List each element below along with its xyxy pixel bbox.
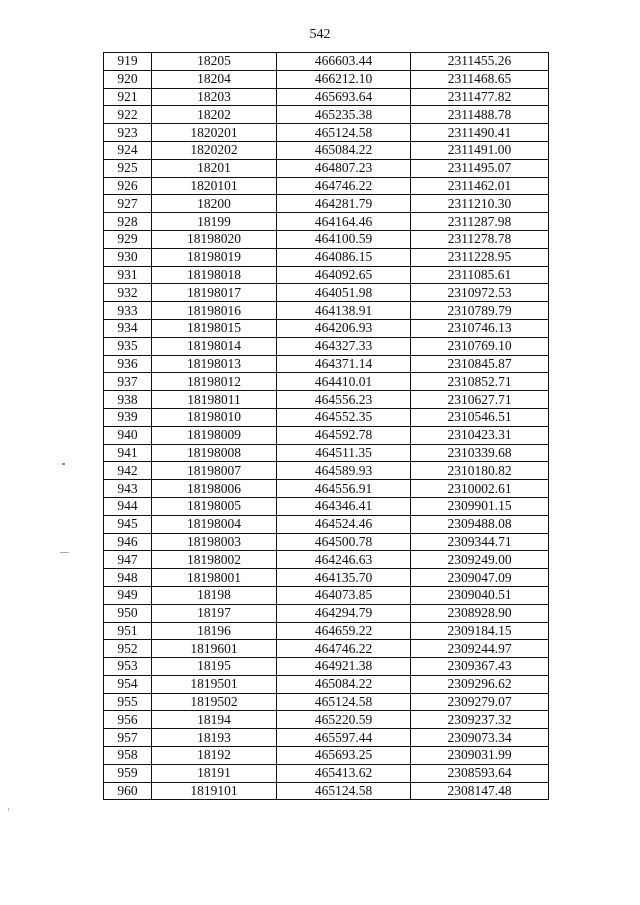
- point-id-cell: 1820202: [152, 141, 277, 159]
- y-coordinate-cell: 2309367.43: [411, 658, 549, 676]
- scan-speck: [62, 463, 65, 465]
- y-coordinate-cell: 2311455.26: [411, 53, 549, 71]
- x-coordinate-cell: 464556.23: [277, 391, 411, 409]
- row-number-cell: 920: [104, 70, 152, 88]
- coordinates-table-body: [104, 53, 549, 800]
- table-row: [104, 159, 549, 177]
- point-id-cell: 18202: [152, 106, 277, 124]
- y-coordinate-cell: 2308147.48: [411, 782, 549, 800]
- row-number-cell: 956: [104, 711, 152, 729]
- x-coordinate-cell: 464092.65: [277, 266, 411, 284]
- row-number-cell: 932: [104, 284, 152, 302]
- x-coordinate-cell: 464524.46: [277, 515, 411, 533]
- x-coordinate-cell: 464073.85: [277, 586, 411, 604]
- row-number-cell: 953: [104, 658, 152, 676]
- point-id-cell: 18198016: [152, 302, 277, 320]
- x-coordinate-cell: 464281.79: [277, 195, 411, 213]
- table-row: [104, 70, 549, 88]
- y-coordinate-cell: 2311488.78: [411, 106, 549, 124]
- y-coordinate-cell: 2309488.08: [411, 515, 549, 533]
- point-id-cell: 18198: [152, 586, 277, 604]
- y-coordinate-cell: 2311228.95: [411, 248, 549, 266]
- point-id-cell: 18200: [152, 195, 277, 213]
- table-row: [104, 213, 549, 231]
- x-coordinate-cell: 464556.91: [277, 480, 411, 498]
- row-number-cell: 947: [104, 551, 152, 569]
- table-row: [104, 177, 549, 195]
- x-coordinate-cell: 465597.44: [277, 729, 411, 747]
- y-coordinate-cell: 2309237.32: [411, 711, 549, 729]
- table-row: [104, 426, 549, 444]
- y-coordinate-cell: 2308928.90: [411, 604, 549, 622]
- row-number-cell: 937: [104, 373, 152, 391]
- y-coordinate-cell: 2309184.15: [411, 622, 549, 640]
- x-coordinate-cell: 464410.01: [277, 373, 411, 391]
- table-row: [104, 658, 549, 676]
- row-number-cell: 931: [104, 266, 152, 284]
- y-coordinate-cell: 2309296.62: [411, 675, 549, 693]
- point-id-cell: 18204: [152, 70, 277, 88]
- row-number-cell: 951: [104, 622, 152, 640]
- y-coordinate-cell: 2311468.65: [411, 70, 549, 88]
- row-number-cell: 934: [104, 319, 152, 337]
- x-coordinate-cell: 466212.10: [277, 70, 411, 88]
- point-id-cell: 18198002: [152, 551, 277, 569]
- y-coordinate-cell: 2309073.34: [411, 729, 549, 747]
- table-row: [104, 533, 549, 551]
- point-id-cell: 18205: [152, 53, 277, 71]
- point-id-cell: 1820101: [152, 177, 277, 195]
- coordinates-table: [103, 52, 549, 800]
- row-number-cell: 928: [104, 213, 152, 231]
- scan-speck: [8, 808, 9, 811]
- y-coordinate-cell: 2311085.61: [411, 266, 549, 284]
- table-row: [104, 248, 549, 266]
- y-coordinate-cell: 2310845.87: [411, 355, 549, 373]
- x-coordinate-cell: 464164.46: [277, 213, 411, 231]
- x-coordinate-cell: 465413.62: [277, 764, 411, 782]
- table-row: [104, 195, 549, 213]
- row-number-cell: 924: [104, 141, 152, 159]
- point-id-cell: 18198010: [152, 408, 277, 426]
- point-id-cell: 18201: [152, 159, 277, 177]
- x-coordinate-cell: 464246.63: [277, 551, 411, 569]
- row-number-cell: 922: [104, 106, 152, 124]
- row-number-cell: 945: [104, 515, 152, 533]
- x-coordinate-cell: 464589.93: [277, 462, 411, 480]
- row-number-cell: 942: [104, 462, 152, 480]
- point-id-cell: 18198014: [152, 337, 277, 355]
- point-id-cell: 18198019: [152, 248, 277, 266]
- table-row: [104, 444, 549, 462]
- table-row: [104, 319, 549, 337]
- point-id-cell: 18198008: [152, 444, 277, 462]
- x-coordinate-cell: 464346.41: [277, 497, 411, 515]
- table-row: [104, 764, 549, 782]
- x-coordinate-cell: 465124.58: [277, 124, 411, 142]
- x-coordinate-cell: 464500.78: [277, 533, 411, 551]
- row-number-cell: 950: [104, 604, 152, 622]
- table-row: [104, 675, 549, 693]
- y-coordinate-cell: 2310789.79: [411, 302, 549, 320]
- x-coordinate-cell: 464294.79: [277, 604, 411, 622]
- scan-speck: [60, 552, 69, 553]
- point-id-cell: 18198018: [152, 266, 277, 284]
- y-coordinate-cell: 2309031.99: [411, 747, 549, 765]
- row-number-cell: 927: [104, 195, 152, 213]
- row-number-cell: 957: [104, 729, 152, 747]
- y-coordinate-cell: 2310746.13: [411, 319, 549, 337]
- point-id-cell: 1819601: [152, 640, 277, 658]
- row-number-cell: 930: [104, 248, 152, 266]
- y-coordinate-cell: 2311278.78: [411, 230, 549, 248]
- y-coordinate-cell: 2310423.31: [411, 426, 549, 444]
- x-coordinate-cell: 464086.15: [277, 248, 411, 266]
- row-number-cell: 943: [104, 480, 152, 498]
- table-row: [104, 391, 549, 409]
- x-coordinate-cell: 464746.22: [277, 177, 411, 195]
- point-id-cell: 18198011: [152, 391, 277, 409]
- x-coordinate-cell: 466603.44: [277, 53, 411, 71]
- y-coordinate-cell: 2309040.51: [411, 586, 549, 604]
- x-coordinate-cell: 464135.70: [277, 569, 411, 587]
- y-coordinate-cell: 2309344.71: [411, 533, 549, 551]
- y-coordinate-cell: 2309249.00: [411, 551, 549, 569]
- point-id-cell: 18196: [152, 622, 277, 640]
- x-coordinate-cell: 465084.22: [277, 675, 411, 693]
- table-row: [104, 497, 549, 515]
- point-id-cell: 18197: [152, 604, 277, 622]
- row-number-cell: 919: [104, 53, 152, 71]
- row-number-cell: 958: [104, 747, 152, 765]
- y-coordinate-cell: 2310627.71: [411, 391, 549, 409]
- y-coordinate-cell: 2309047.09: [411, 569, 549, 587]
- point-id-cell: 18198003: [152, 533, 277, 551]
- point-id-cell: 18198007: [152, 462, 277, 480]
- table-row: [104, 693, 549, 711]
- point-id-cell: 18198004: [152, 515, 277, 533]
- y-coordinate-cell: 2309279.07: [411, 693, 549, 711]
- x-coordinate-cell: 464511.35: [277, 444, 411, 462]
- point-id-cell: 1819101: [152, 782, 277, 800]
- point-id-cell: 18203: [152, 88, 277, 106]
- point-id-cell: 1820201: [152, 124, 277, 142]
- y-coordinate-cell: 2310180.82: [411, 462, 549, 480]
- table-row: [104, 711, 549, 729]
- x-coordinate-cell: 465124.58: [277, 782, 411, 800]
- row-number-cell: 933: [104, 302, 152, 320]
- x-coordinate-cell: 465235.38: [277, 106, 411, 124]
- row-number-cell: 954: [104, 675, 152, 693]
- row-number-cell: 960: [104, 782, 152, 800]
- point-id-cell: 1819502: [152, 693, 277, 711]
- row-number-cell: 941: [104, 444, 152, 462]
- row-number-cell: 925: [104, 159, 152, 177]
- table-row: [104, 729, 549, 747]
- row-number-cell: 955: [104, 693, 152, 711]
- x-coordinate-cell: 464746.22: [277, 640, 411, 658]
- y-coordinate-cell: 2310972.53: [411, 284, 549, 302]
- table-row: [104, 408, 549, 426]
- table-row: [104, 124, 549, 142]
- row-number-cell: 948: [104, 569, 152, 587]
- point-id-cell: 1819501: [152, 675, 277, 693]
- y-coordinate-cell: 2310769.10: [411, 337, 549, 355]
- point-id-cell: 18193: [152, 729, 277, 747]
- table-row: [104, 782, 549, 800]
- table-row: [104, 141, 549, 159]
- row-number-cell: 939: [104, 408, 152, 426]
- point-id-cell: 18198013: [152, 355, 277, 373]
- table-row: [104, 640, 549, 658]
- table-row: [104, 551, 549, 569]
- point-id-cell: 18198012: [152, 373, 277, 391]
- table-row: [104, 355, 549, 373]
- table-row: [104, 53, 549, 71]
- point-id-cell: 18195: [152, 658, 277, 676]
- row-number-cell: 952: [104, 640, 152, 658]
- y-coordinate-cell: 2310339.68: [411, 444, 549, 462]
- table-row: [104, 462, 549, 480]
- y-coordinate-cell: 2310002.61: [411, 480, 549, 498]
- table-row: [104, 266, 549, 284]
- point-id-cell: 18199: [152, 213, 277, 231]
- table-row: [104, 373, 549, 391]
- row-number-cell: 923: [104, 124, 152, 142]
- x-coordinate-cell: 464807.23: [277, 159, 411, 177]
- point-id-cell: 18198017: [152, 284, 277, 302]
- table-row: [104, 747, 549, 765]
- table-row: [104, 337, 549, 355]
- x-coordinate-cell: 464659.22: [277, 622, 411, 640]
- x-coordinate-cell: 464051.98: [277, 284, 411, 302]
- y-coordinate-cell: 2310546.51: [411, 408, 549, 426]
- table-row: [104, 515, 549, 533]
- y-coordinate-cell: 2308593.64: [411, 764, 549, 782]
- table-row: [104, 480, 549, 498]
- y-coordinate-cell: 2309244.97: [411, 640, 549, 658]
- x-coordinate-cell: 464138.91: [277, 302, 411, 320]
- table-row: [104, 586, 549, 604]
- table-row: [104, 88, 549, 106]
- point-id-cell: 18198015: [152, 319, 277, 337]
- row-number-cell: 935: [104, 337, 152, 355]
- x-coordinate-cell: 465693.64: [277, 88, 411, 106]
- row-number-cell: 926: [104, 177, 152, 195]
- point-id-cell: 18198009: [152, 426, 277, 444]
- point-id-cell: 18198020: [152, 230, 277, 248]
- x-coordinate-cell: 464921.38: [277, 658, 411, 676]
- row-number-cell: 940: [104, 426, 152, 444]
- row-number-cell: 929: [104, 230, 152, 248]
- y-coordinate-cell: 2311495.07: [411, 159, 549, 177]
- y-coordinate-cell: 2311491.00: [411, 141, 549, 159]
- y-coordinate-cell: 2311462.01: [411, 177, 549, 195]
- point-id-cell: 18198005: [152, 497, 277, 515]
- table-row: [104, 622, 549, 640]
- point-id-cell: 18192: [152, 747, 277, 765]
- row-number-cell: 938: [104, 391, 152, 409]
- point-id-cell: 18191: [152, 764, 277, 782]
- x-coordinate-cell: 464100.59: [277, 230, 411, 248]
- table-row: [104, 230, 549, 248]
- row-number-cell: 949: [104, 586, 152, 604]
- x-coordinate-cell: 465693.25: [277, 747, 411, 765]
- x-coordinate-cell: 465084.22: [277, 141, 411, 159]
- table-row: [104, 604, 549, 622]
- row-number-cell: 946: [104, 533, 152, 551]
- row-number-cell: 921: [104, 88, 152, 106]
- x-coordinate-cell: 465220.59: [277, 711, 411, 729]
- x-coordinate-cell: 464206.93: [277, 319, 411, 337]
- y-coordinate-cell: 2311210.30: [411, 195, 549, 213]
- x-coordinate-cell: 464371.14: [277, 355, 411, 373]
- y-coordinate-cell: 2311477.82: [411, 88, 549, 106]
- point-id-cell: 18194: [152, 711, 277, 729]
- x-coordinate-cell: 464592.78: [277, 426, 411, 444]
- x-coordinate-cell: 464552.35: [277, 408, 411, 426]
- x-coordinate-cell: 464327.33: [277, 337, 411, 355]
- table-row: [104, 284, 549, 302]
- row-number-cell: 959: [104, 764, 152, 782]
- page-number: 542: [309, 27, 331, 42]
- point-id-cell: 18198006: [152, 480, 277, 498]
- y-coordinate-cell: 2309901.15: [411, 497, 549, 515]
- y-coordinate-cell: 2310852.71: [411, 373, 549, 391]
- table-row: [104, 569, 549, 587]
- row-number-cell: 936: [104, 355, 152, 373]
- table-row: [104, 302, 549, 320]
- x-coordinate-cell: 465124.58: [277, 693, 411, 711]
- y-coordinate-cell: 2311490.41: [411, 124, 549, 142]
- table-row: [104, 106, 549, 124]
- point-id-cell: 18198001: [152, 569, 277, 587]
- y-coordinate-cell: 2311287.98: [411, 213, 549, 231]
- row-number-cell: 944: [104, 497, 152, 515]
